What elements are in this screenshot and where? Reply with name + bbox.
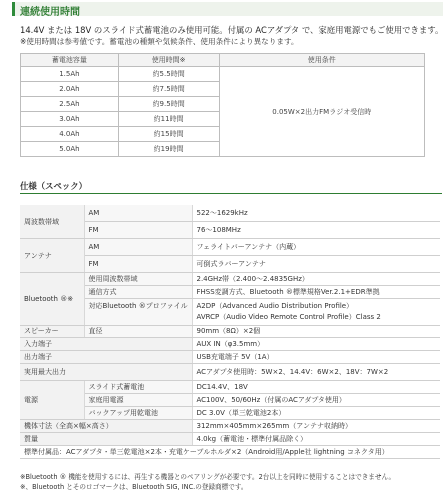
- usage-header-time: 使用時間※: [118, 54, 219, 67]
- usage-time-cell: 約7.5時間: [118, 82, 219, 97]
- spec-cat-power: 電源: [20, 380, 84, 419]
- spec-title: 仕様（スペック）: [20, 181, 87, 191]
- spec-value-power-slide: DC14.4V、18V: [192, 380, 440, 393]
- table-row: [20, 337, 440, 350]
- usage-time-cell: 約5.5時間: [118, 67, 219, 82]
- usage-capacity-cell: 3.0Ah: [21, 112, 119, 127]
- spec-accessories: 標準付属品：ACアダプタ・単三乾電池×2本・充電ケーブルホルダ×2（Android用/Apple社 lightning コネクタ用）: [20, 445, 440, 458]
- usage-time-cell: 約15時間: [118, 127, 219, 142]
- spec-label-bt-frequency: 使用周波数帯域: [84, 273, 192, 286]
- table-row: [21, 67, 425, 82]
- spec-value-antenna-am: フェライトバーアンテナ（内蔵）: [192, 239, 440, 256]
- spec-value-power-backup: DC 3.0V（単三乾電池2本）: [192, 406, 440, 419]
- spec-label-am: AM: [84, 205, 192, 222]
- spec-label-antenna-fm: FM: [84, 256, 192, 273]
- spec-table: [20, 205, 440, 459]
- spec-label-fm: FM: [84, 222, 192, 239]
- footnotes: [20, 473, 440, 492]
- usage-time-cell: 約11時間: [118, 112, 219, 127]
- usage-time-cell: 約9.5時間: [118, 97, 219, 112]
- usage-condition-cell: 0.05W×2出力FMラジオ受信時: [219, 67, 425, 157]
- spec-value-weight: 4.0kg（蓄電池・標準付属品除く）: [192, 432, 440, 445]
- table-row: [20, 363, 440, 380]
- spec-cat-frequency: 周波数帯域: [20, 205, 84, 239]
- spec-value-max-output: ACアダプタ使用時：5W×2、14.4V：6W×2、18V：7W×2: [192, 363, 440, 380]
- spec-label-power-backup: バックアップ用乾電池: [84, 406, 192, 419]
- spec-value-input: AUX IN（φ3.5mm）: [192, 337, 440, 350]
- spec-value-size: 312mm×405mm×265mm（アンテナ収納時）: [192, 419, 440, 432]
- spec-label-bt-comm: 通信方式: [84, 286, 192, 299]
- table-row: [20, 239, 440, 256]
- spec-cat-weight: 質量: [20, 432, 192, 445]
- table-row: [20, 445, 440, 458]
- spec-value-speaker: 90mm（8Ω）×2個: [192, 326, 440, 338]
- spec-cat-input: 入力端子: [20, 337, 192, 350]
- spec-label-speaker: 直径: [84, 326, 192, 338]
- section-header-bar: [12, 2, 443, 16]
- footnote-bluetooth-pairing: ※Bluetooth ® 機能を使用するには、再生する機器とのペアリングが必要です。2台以上を同時に使用することはできません。: [20, 473, 396, 481]
- table-row: [20, 432, 440, 445]
- usage-header-capacity: 蓄電池容量: [21, 54, 119, 67]
- spec-value-antenna-fm: 可倒式ラバーアンテナ: [192, 256, 440, 273]
- spec-value-am: 522〜1629kHz: [192, 205, 440, 222]
- spec-label-antenna-am: AM: [84, 239, 192, 256]
- spec-value-fm: 76〜108MHz: [192, 222, 440, 239]
- intro-line-1: 14.4V または 18V のスライド式蓄電池のみ使用可能。付属の ACアダプタ で、家庭用電源でもご使用できます。: [20, 25, 444, 35]
- usage-capacity-cell: 4.0Ah: [21, 127, 119, 142]
- intro-text: [20, 24, 444, 48]
- table-row: [20, 205, 440, 222]
- usage-table-header-row: [21, 54, 425, 67]
- spec-cat-max-output: 実用最大出力: [20, 363, 192, 380]
- spec-value-bt-profile: [192, 299, 440, 326]
- table-row: [20, 350, 440, 363]
- spec-value-bt-comm: FHSS変調方式、Bluetooth ®標準規格Ver.2.1+EDR準拠: [192, 286, 440, 299]
- spec-cat-output: 出力端子: [20, 350, 192, 363]
- spec-value-output: USB充電端子 5V（1A）: [192, 350, 440, 363]
- usage-capacity-cell: 2.0Ah: [21, 82, 119, 97]
- spec-value-bt-frequency: 2.4GHz帯（2.400〜2.4835GHz）: [192, 273, 440, 286]
- usage-capacity-cell: 5.0Ah: [21, 142, 119, 157]
- spec-divider: [20, 193, 442, 194]
- usage-time-table: [20, 53, 425, 157]
- usage-time-cell: 約19時間: [118, 142, 219, 157]
- spec-value-bt-profile-avrcp: AVRCP（Audio Video Remote Control Profile）Class 2: [196, 313, 381, 321]
- spec-value-bt-profile-a2dp: A2DP（Advanced Audio Distribution Profile）: [196, 302, 354, 310]
- table-row: [20, 380, 440, 393]
- spec-cat-bluetooth: Bluetooth ®※: [20, 273, 84, 326]
- footnote-trademark: ※、Bluetooth とそのロゴマークは、Bluetooth SIG, INC.の登録商標です。: [20, 482, 248, 491]
- spec-cat-speaker: スピーカー: [20, 326, 84, 338]
- usage-capacity-cell: 1.5Ah: [21, 67, 119, 82]
- intro-line-2: ※使用時間は参考値です。蓄電池の種類や気候条件、使用条件により異なります。: [20, 37, 299, 46]
- section-title: 連続使用時間: [20, 7, 80, 18]
- usage-capacity-cell: 2.5Ah: [21, 97, 119, 112]
- table-row: [20, 419, 440, 432]
- spec-label-bt-profile: 対応Bluetooth ®プロファイル: [84, 299, 192, 326]
- spec-label-power-home: 家庭用電源: [84, 393, 192, 406]
- table-row: [20, 326, 440, 338]
- spec-value-power-home: AC100V、50/60Hz（付属のACアダプタ使用）: [192, 393, 440, 406]
- spec-cat-size: 機体寸法（全高×幅×高さ）: [20, 419, 192, 432]
- spec-cat-antenna: アンテナ: [20, 239, 84, 273]
- spec-label-power-slide: スライド式蓄電池: [84, 380, 192, 393]
- usage-header-condition: 使用条件: [219, 54, 425, 67]
- table-row: [20, 273, 440, 286]
